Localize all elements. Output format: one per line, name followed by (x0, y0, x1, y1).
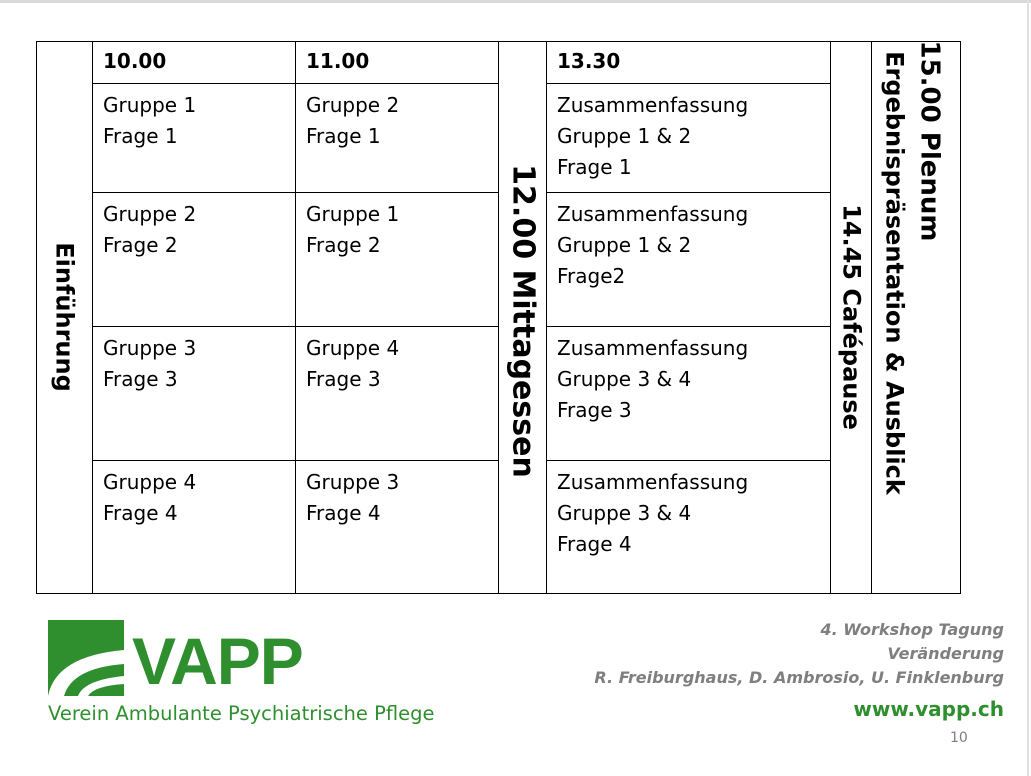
event-line-title: 4. Workshop Tagung (820, 620, 1004, 639)
plenum-title: 15.00 Plenum (914, 40, 945, 242)
logo-subtitle: Verein Ambulante Psychiatrische Pflege (48, 702, 435, 725)
slot2-row-4 (296, 461, 499, 594)
slot3-row-1-question: Frage 1 (557, 155, 632, 179)
slot3-row-4-title: Zusammenfassung (557, 470, 749, 494)
time-header-1000: 10.00 (93, 41, 296, 84)
slot3-row-3 (547, 327, 831, 461)
slot1-row-1-question: Frage 1 (103, 124, 178, 148)
slot1-row-3-group: Gruppe 3 (103, 336, 197, 360)
slot3-row-4-question: Frage 4 (557, 532, 632, 556)
slot3-row-1 (547, 84, 831, 193)
slot1-row-4-question: Frage 4 (103, 501, 178, 525)
slot1-row-2-group: Gruppe 2 (103, 202, 197, 226)
time-header-1100: 11.00 (296, 41, 499, 84)
logo-wordmark: VAPP (132, 624, 303, 698)
coffee-column (831, 41, 872, 594)
slot2-row-3-question: Frage 3 (306, 367, 381, 391)
slot3-row-1-title: Zusammenfassung (557, 93, 749, 117)
slot2-row-4-question: Frage 4 (306, 501, 381, 525)
slot3-row-3-question: Frage 3 (557, 398, 632, 422)
slot2-row-4-group: Gruppe 3 (306, 470, 400, 494)
event-line-topic: Veränderung (887, 644, 1004, 663)
vapp-logo-mark-icon (48, 620, 124, 696)
slot3-row-2-title: Zusammenfassung (557, 202, 749, 226)
website-link[interactable]: www.vapp.ch (853, 697, 1004, 721)
slot2-row-1 (296, 84, 499, 193)
coffee-label: 14.45 Cafépause (837, 204, 866, 430)
slot3-row-2-groups: Gruppe 1 & 2 (557, 233, 692, 257)
slot1-row-4 (93, 461, 296, 594)
lunch-label: 12.00 Mittagessen (505, 164, 541, 478)
slot2-row-2-group: Gruppe 1 (306, 202, 400, 226)
slot3-row-2-question: Frage2 (557, 264, 626, 288)
slot1-row-2-question: Frage 2 (103, 233, 178, 257)
slot1-row-3-question: Frage 3 (103, 367, 178, 391)
slot2-row-2 (296, 193, 499, 327)
slot3-row-3-groups: Gruppe 3 & 4 (557, 367, 692, 391)
event-line-authors: R. Freiburghaus, D. Ambrosio, U. Finklenburg (594, 668, 1004, 687)
slot2-row-2-question: Frage 2 (306, 233, 381, 257)
slot3-row-2 (547, 193, 831, 327)
slot1-row-3 (93, 327, 296, 461)
slot2-row-3-group: Gruppe 4 (306, 336, 400, 360)
slide-right-border (1027, 0, 1029, 776)
slot3-row-1-groups: Gruppe 1 & 2 (557, 124, 692, 148)
slot1-row-1 (93, 84, 296, 193)
time-header-1330: 13.30 (547, 41, 831, 84)
slot3-row-3-title: Zusammenfassung (557, 336, 749, 360)
intro-column (36, 41, 93, 594)
slot2-row-1-group: Gruppe 2 (306, 93, 400, 117)
plenum-subtitle: Ergebnispräsentation & Ausblick (880, 51, 909, 495)
event-info (594, 618, 1004, 690)
slot2-row-1-question: Frage 1 (306, 124, 381, 148)
slide-top-border (0, 0, 1031, 3)
slot3-row-4-groups: Gruppe 3 & 4 (557, 501, 692, 525)
schedule-table (36, 41, 961, 594)
slot2-row-3 (296, 327, 499, 461)
slot1-row-2 (93, 193, 296, 327)
page-number: 10 (950, 730, 968, 746)
intro-label: Einführung (50, 242, 79, 392)
slot1-row-4-group: Gruppe 4 (103, 470, 197, 494)
slot3-row-4 (547, 461, 831, 594)
plenum-column (872, 41, 961, 594)
slot1-row-1-group: Gruppe 1 (103, 93, 197, 117)
lunch-column (499, 41, 547, 594)
